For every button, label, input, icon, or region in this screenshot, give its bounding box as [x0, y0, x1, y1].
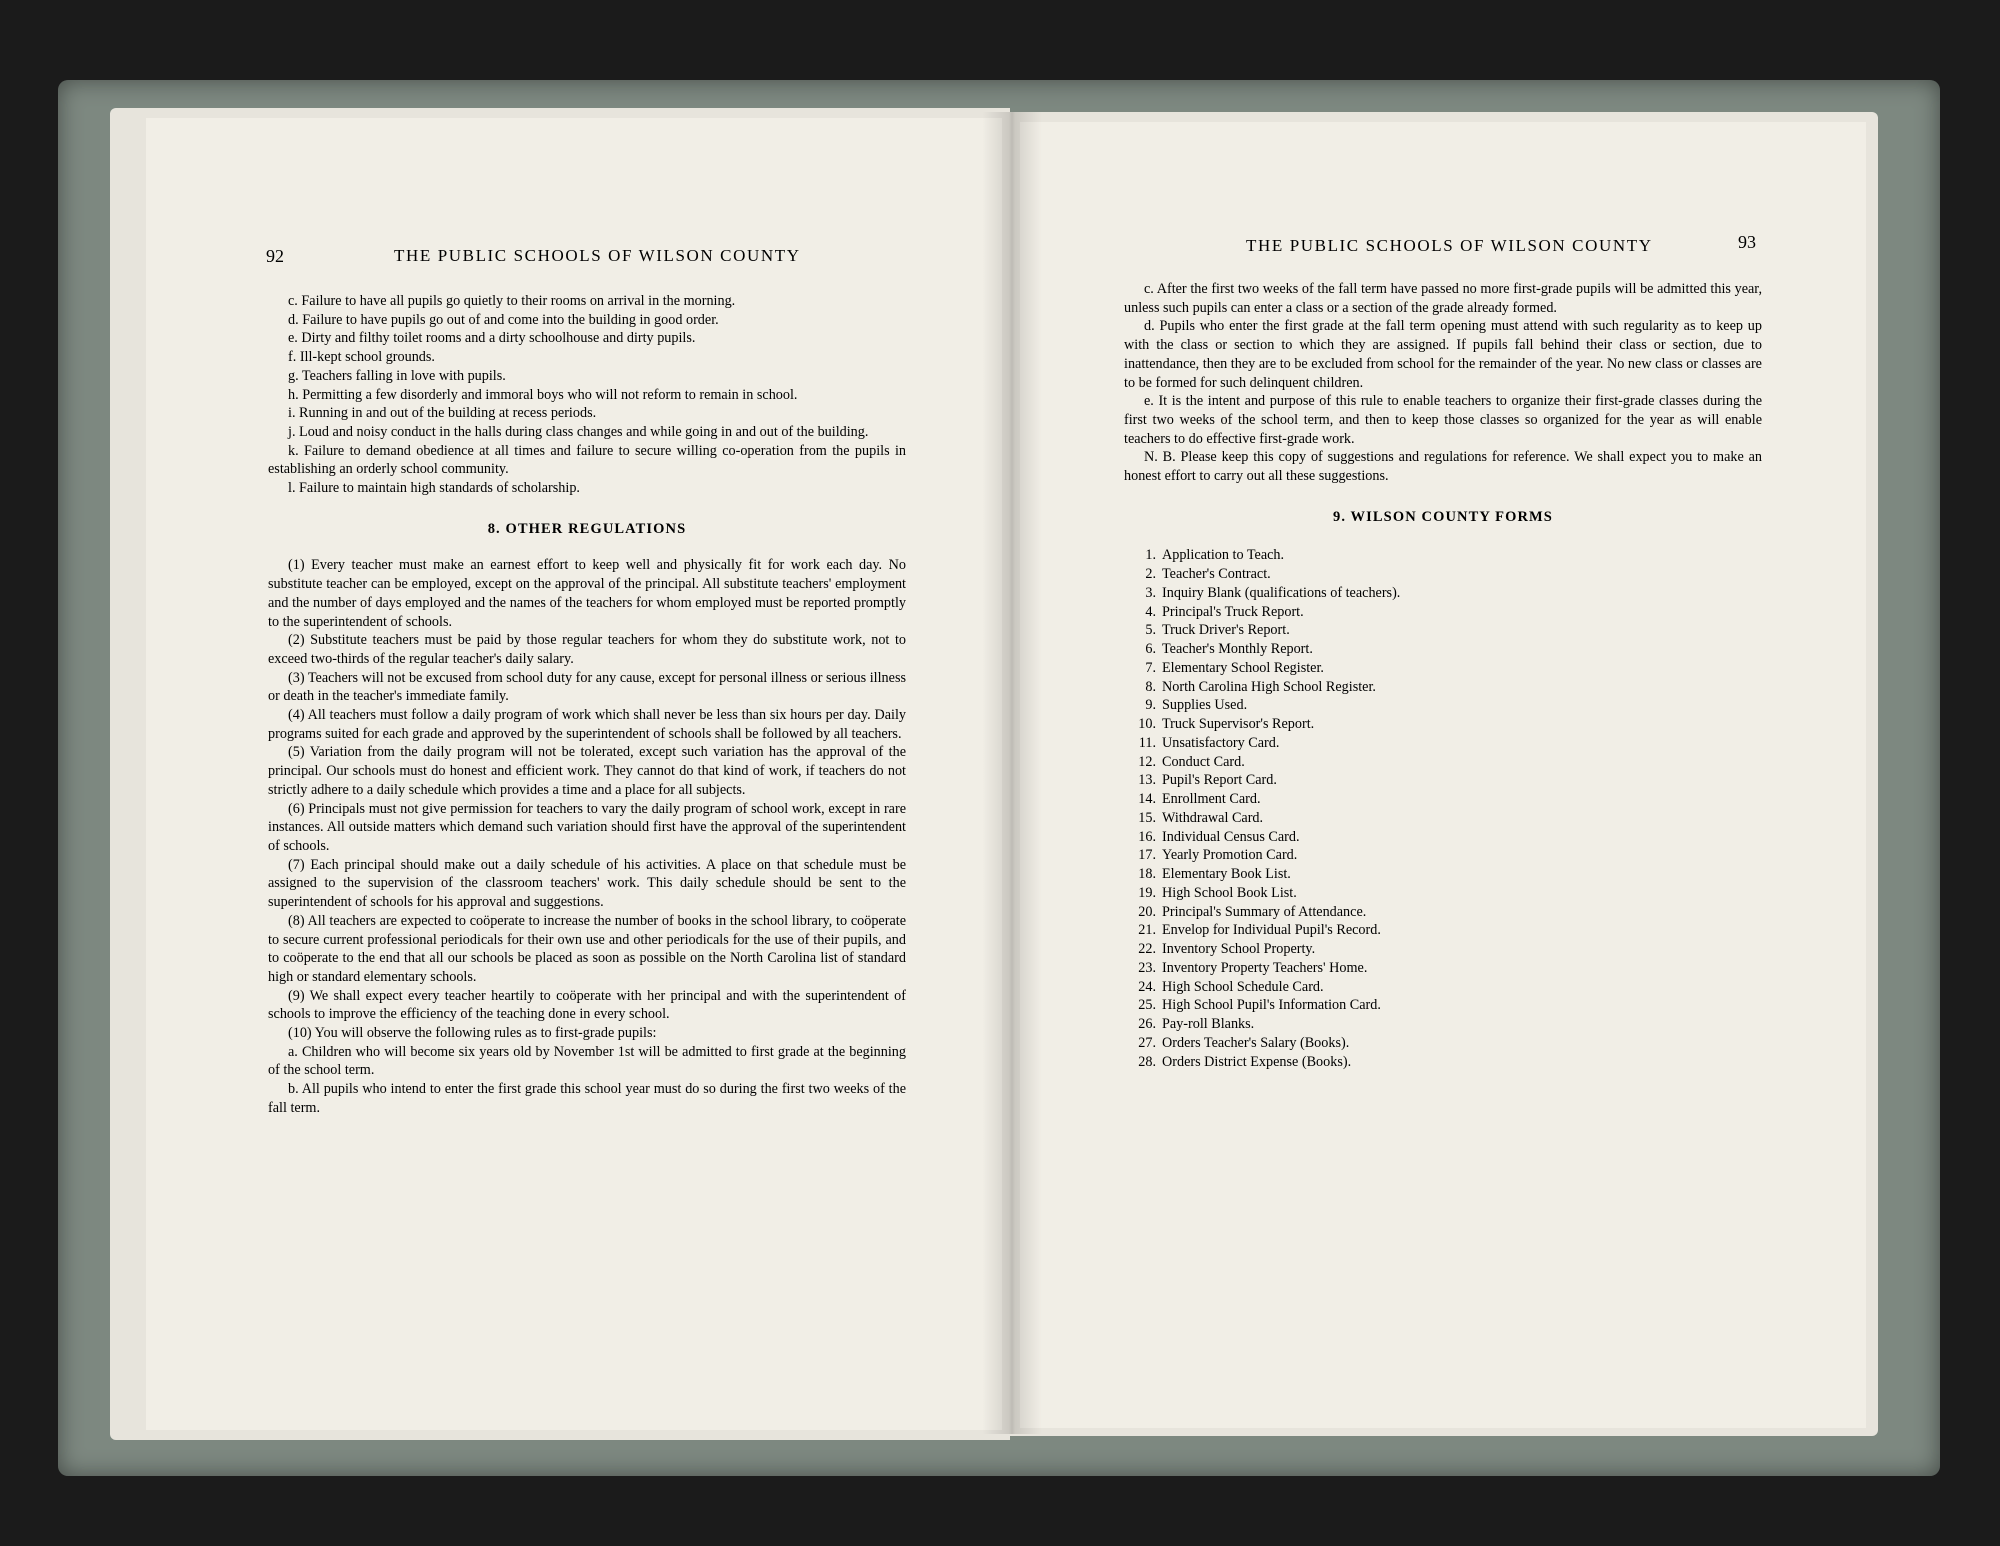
- list-item: 14. Enrollment Card.: [1138, 791, 1261, 808]
- right-running-head: THE PUBLIC SCHOOLS OF WILSON COUNTY: [1246, 236, 1653, 255]
- right-page-number: 93: [1738, 232, 1756, 252]
- list-item: 25. High School Pupil's Information Card.: [1138, 997, 1381, 1014]
- list-item: 21. Envelop for Individual Pupil's Record.: [1138, 922, 1381, 939]
- paragraph: (1) Every teacher must make an earnest effort to keep well and physically fit for work each day. No substitute teacher can be employed, except on the approval of the principal. All substitute teachers' employment and the number of days employed and the names of the teachers for whom employed must be reported promptly to the superintendent of schools.: [268, 557, 906, 630]
- list-item: l. Failure to maintain high standards of scholarship.: [288, 480, 580, 497]
- left-page-body: [268, 292, 906, 1118]
- list-item: 18. Elementary Book List.: [1138, 866, 1291, 883]
- paragraph: N. B. Please keep this copy of suggestions and regulations for reference. We shall expect you to make an honest effort to carry out all these suggestions.: [1124, 449, 1762, 485]
- list-item: 13. Pupil's Report Card.: [1138, 772, 1277, 789]
- list-item: 26. Pay-roll Blanks.: [1138, 1016, 1255, 1033]
- paragraph: (7) Each principal should make out a daily schedule of his activities. A place on that schedule must be assigned to the supervision of the classroom teachers' work. This daily schedule should be sent to the superintendent of schools for his approval and suggestions.: [268, 856, 906, 911]
- list-item: 23. Inventory Property Teachers' Home.: [1138, 959, 1368, 976]
- list-item: h. Permitting a few disorderly and immoral boys who will not reform to remain in school.: [288, 386, 798, 403]
- paragraph: e. It is the intent and purpose of this rule to enable teachers to organize their first-grade classes during the first two weeks of the school term, and then to keep those classes so organized for the year as will enable teachers to do effective first-grade work.: [1124, 393, 1762, 447]
- list-item: g. Teachers falling in love with pupils.: [288, 367, 506, 384]
- list-item: 11. Unsatisfactory Card.: [1138, 734, 1280, 751]
- paragraph: a. Children who will become six years old by November 1st will be admitted to first grade at the beginning of the school term.: [268, 1043, 906, 1079]
- list-item: f. Ill-kept school grounds.: [288, 349, 435, 366]
- list-item: 19. High School Book List.: [1138, 884, 1297, 901]
- list-item: 5. Truck Driver's Report.: [1145, 622, 1290, 639]
- list-item: k. Failure to demand obedience at all times and failure to secure willing co-operation from the pupils in establishing an orderly school community.: [268, 442, 906, 478]
- list-item: 1. Application to Teach.: [1145, 547, 1285, 564]
- section-title-other-regulations: 8. OTHER REGULATIONS: [487, 520, 687, 537]
- paragraph: (10) You will observe the following rules as to first-grade pupils:: [288, 1025, 657, 1042]
- paragraph: c. After the first two weeks of the fall term have passed no more first-grade pupils will be admitted this year, unless such pupils can enter a class or a section of the grade already formed.: [1124, 281, 1762, 316]
- list-item: 16. Individual Census Card.: [1138, 828, 1300, 845]
- list-item: 4. Principal's Truck Report.: [1145, 603, 1304, 620]
- list-item: 8. North Carolina High School Register.: [1145, 678, 1376, 695]
- paragraph: b. All pupils who intend to enter the first grade this school year must do so during the first two weeks of the fall term.: [268, 1081, 906, 1116]
- list-item: i. Running in and out of the building at recess periods.: [288, 405, 597, 422]
- list-item: e. Dirty and filthy toilet rooms and a dirty schoolhouse and dirty pupils.: [288, 330, 696, 347]
- paragraph: d. Pupils who enter the first grade at the fall term opening must attend with such regularity as to keep up with the class or section to which they are assigned. If pupils fall behind their class or section, due to inattendance, then they are to be excluded from school for the remainder of the year. No new class or classes are to be formed for such delinquent children.: [1124, 318, 1762, 391]
- section-title-wilson-county-forms: 9. WILSON COUNTY FORMS: [1333, 508, 1553, 525]
- paragraph: (3) Teachers will not be excused from school duty for any cause, except for personal illness or serious illness or death in the teacher's immediate family.: [268, 669, 906, 705]
- list-item: 9. Supplies Used.: [1145, 697, 1248, 714]
- left-running-head: THE PUBLIC SCHOOLS OF WILSON COUNTY: [394, 246, 801, 265]
- left-page-number: 92: [266, 246, 284, 266]
- list-item: 28. Orders District Expense (Books).: [1138, 1053, 1352, 1070]
- list-item: c. Failure to have all pupils go quietly to their rooms on arrival in the morning.: [288, 293, 736, 309]
- list-item: d. Failure to have pupils go out of and come into the building in good order.: [288, 311, 719, 328]
- list-item: 12. Conduct Card.: [1138, 753, 1245, 770]
- list-item: 20. Principal's Summary of Attendance.: [1138, 903, 1367, 920]
- list-item: 27. Orders Teacher's Salary (Books).: [1138, 1034, 1350, 1051]
- list-item: 7. Elementary School Register.: [1145, 659, 1324, 676]
- list-item: 6. Teacher's Monthly Report.: [1145, 641, 1313, 658]
- list-item: 10. Truck Supervisor's Report.: [1138, 716, 1315, 733]
- paragraph: (2) Substitute teachers must be paid by those regular teachers for whom they do substitute work, not to exceed two-thirds of the regular teacher's daily salary.: [268, 632, 906, 667]
- list-item: 22. Inventory School Property.: [1138, 941, 1316, 958]
- book-gutter: [982, 112, 1042, 1434]
- list-item: 2. Teacher's Contract.: [1145, 566, 1271, 583]
- paragraph: (5) Variation from the daily program will not be tolerated, except such variation has the approval of the principal. Our schools must do honest and efficient work. They cannot do that kind of work, if teachers do not strictly adhere to a daily schedule which provides a time and a place for all subjects.: [268, 744, 906, 798]
- list-item: 17. Yearly Promotion Card.: [1138, 847, 1298, 864]
- list-item: j. Loud and noisy conduct in the halls during class changes and while going in and out of the building.: [288, 423, 869, 440]
- right-page-body: [1124, 280, 1762, 1071]
- list-item: 3. Inquiry Blank (qualifications of teachers).: [1145, 584, 1401, 601]
- paragraph: (4) All teachers must follow a daily program of work which shall never be less than six hours per day. Daily programs suited for each grade and approved by the superintendent of schools shall be followed by all teachers.: [268, 707, 906, 742]
- list-item: 15. Withdrawal Card.: [1138, 809, 1264, 826]
- paragraph: (6) Principals must not give permission for teachers to vary the daily program of school work, except in rare instances. All outside matters which demand such variation should first have the approval of the superintendent of schools.: [268, 800, 906, 854]
- list-item: 24. High School Schedule Card.: [1138, 978, 1324, 995]
- paragraph: (9) We shall expect every teacher heartily to coöperate with her principal and with the superintendent of schools to improve the efficiency of the teaching done in every school.: [268, 987, 906, 1023]
- paragraph: (8) All teachers are expected to coöperate to increase the number of books in the school library, to coöperate to secure current professional periodicals for their own use and other periodicals for the use of their pupils, and to coöperate to the end that all our schools be placed as soon as possible on the North Carolina list of standard high or standard elementary schools.: [268, 912, 906, 985]
- forms-list: [1118, 546, 1762, 1071]
